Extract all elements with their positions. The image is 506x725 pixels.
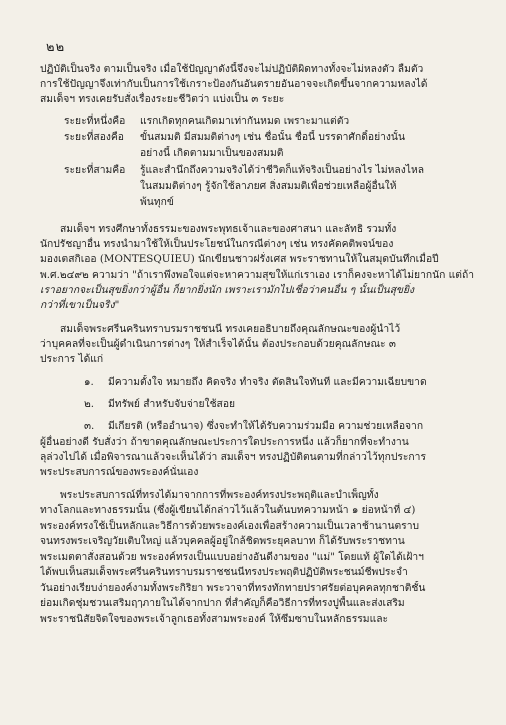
para4-line-3: พระประสบการณ์ของพระองค์นั่นเอง <box>40 466 199 478</box>
item-1-text: มีความตั้งใจ หมายถึง คิดจริง ทำจริง ตัดสินใจทันที และมีความเฉียบขาด <box>108 376 427 388</box>
era-2-line-1: ขั้นสมมติ มีสมมติต่างๆ เช่น ชื่อนั้น ชื่อนี้ บรรดาศักดิ์อย่างนั้น <box>140 131 405 143</box>
para5-line-7: วันอย่างเรียบง่ายองค์งามทั้งพระกิริยา พระวาจาที่ทรงทักทายปราศรัยต่อบุคคลทุกชาติชั้น <box>40 582 426 594</box>
era-3-line-2: ในสมมติต่างๆ รู้จักใช้ลาภยศ สิ่งสมมติเพื่อช่วยเหลือผู้อื่นให้ <box>140 180 397 192</box>
para2-line-4: พ.ศ.๒๔๙๒ ความว่า "ถ้าเราพึงพอใจแต่จะหาความสุขให้แก่เราเอง เราก็คงจะหาได้ไม่ยากนัก แต่ถ้า <box>40 269 474 281</box>
era-3-label: ระยะที่สามคือ <box>64 164 126 176</box>
era-3-line-3: พ้นทุกข์ <box>140 196 174 208</box>
era-2-line-2: อย่างนี้ เกิดตามมาเป็นของสมมติ <box>140 147 284 159</box>
para5-line-4: จนทรงพระเจริญวัยเติบใหญ่ แล้วบุคคลผู้อยู่ใกล้ชิดพระยุคลบาท ก็ได้รับพระราชทาน <box>40 535 405 547</box>
para2-line-1: สมเด็จฯ ทรงศึกษาทั้งธรรมะของพระพุทธเจ้าและของศาสนา และลัทธิ รวมทั้ง <box>60 223 397 235</box>
para4-line-2: ลุล่วงไปได้ เมื่อพิจารณาแล้วจะเห็นได้ว่า สมเด็จฯ ทรงปฏิบัติตนตามที่กล่าวไว้ทุกประการ <box>40 451 426 463</box>
para5-line-6: ได้พบเห็นสมเด็จพระศรีนครินทราบรมราชชนนีทรงประพฤติปฏิบัติพระชนม์ชีพประจำ <box>40 566 408 578</box>
item-1-number: ๑. <box>84 376 94 388</box>
era-3-line-1: รู้และสำนึกถึงความจริงได้ว่าชีวิตก็แท้จริงเป็นอย่างไร ไม่หลงไหล <box>140 164 425 176</box>
para5-line-2: ทางโลกและทางธรรมนั้น (ซึ่งผู้เขียนได้กล่าวไว้แล้วในต้นบทความหน้า ๑ ย่อหน้าที่ ๔) <box>40 504 416 516</box>
para5-line-5: พระเมตตาสั่งสอนด้วย พระองค์ทรงเป็นแบบอย่างอันดีงามของ "แม่" โดยแท้ ผู้ใดได้เฝ้าฯ <box>40 551 424 563</box>
para2-line-5: เราอยากจะเป็นสุขยิ่งกว่าผู้อื่น ก็ยากยิ่งนัก เพราะเรามักไปเชื่อว่าคนอื่น ๆ นั้นเป็นสุขยิ่ง <box>40 284 415 296</box>
para2-line-3: มองเตสกิเออ (MONTESQUIEU) นักเขียนชาวฝรั่งเศส พระราชทานให้ในสมุดบันทึกเมื่อปี <box>40 253 439 265</box>
item-2-text: มีทรัพย์ สำหรับจับจ่ายใช้สอย <box>108 398 236 410</box>
para1-line-2: การใช้ปัญญาจึงเท่ากับเป็นการใช้เกราะป้องกันอันตรายอันอาจจะเกิดขึ้นจากความหลงได้ <box>40 78 428 90</box>
para1-line-3: สมเด็จฯ ทรงเคยรับสั่งเรื่องระยะชีวิตว่า แบ่งเป็น ๓ ระยะ <box>40 93 285 105</box>
item-2-number: ๒. <box>84 398 95 410</box>
para1-line-1: ปฏิบัติเป็นจริง ตามเป็นจริง เมื่อใช้ปัญญาดังนี้จึงจะไม่ปฏิบัติผิดทางทั้งจะไม่หลงตัว ลืมตัว <box>40 63 424 75</box>
item-3-number: ๓. <box>84 420 95 432</box>
para4-line-1: ผู้อื่นอย่างดี รับสั่งว่า ถ้าขาดคุณลักษณะประการใดประการหนึ่ง แล้วก็ยากที่จะทำงาน <box>40 436 409 448</box>
para3-line-1: สมเด็จพระศรีนครินทราบรมราชชนนี ทรงเคยอธิบายถึงคุณลักษณะของผู้นำไว้ <box>60 323 401 335</box>
para5-line-8: ย่อมเกิดชุ่มชวนเสริมฤๅภายในได้จากปาก ที่สำคัญก็คือวิธีการที่ทรงปูพื้นและส่งเสริม <box>40 597 405 609</box>
para5-line-9: พระราชนิสัยจิตใจของพระเจ้าลูกเธอทั้งสามพระองค์ ให้ซึมซาบในหลักธรรมและ <box>40 613 389 625</box>
para5-line-1: พระประสบการณ์ที่ทรงได้มาจากการที่พระองค์ทรงประพฤติและบำเพ็ญทั้ง <box>60 489 379 501</box>
era-1-label: ระยะที่หนึ่งคือ <box>64 115 126 127</box>
para3-line-2: ว่าบุคคลที่จะเป็นผู้ดำเนินการต่างๆ ให้สำเร็จได้นั้น ต้องประกอบด้วยคุณลักษณะ ๓ <box>40 338 396 350</box>
era-2-label: ระยะที่สองคือ <box>64 131 124 143</box>
para5-line-3: พระองค์ทรงใช้เป็นหลักและวิธีการด้วยพระองค์เองเพื่อสร้างความเป็นเวลาช้านานตราบ <box>40 520 420 532</box>
para2-line-6: กว่าที่เขาเป็นจริง" <box>40 299 120 311</box>
page-number: ๒๒ <box>46 40 66 55</box>
para2-line-2: นักปรัชญาอื่น ทรงนำมาใช้ให้เป็นประโยชน์ในกรณีต่างๆ เช่น ทรงคัดคติพจน์ของ <box>40 238 394 250</box>
item-3-text: มีเกียรติ (หรืออำนาจ) ซึ่งจะทำให้ได้รับความร่วมมือ ความช่วยเหลือจาก <box>108 420 424 432</box>
era-1-line-1: แรกเกิดทุกคนเกิดมาเท่ากันหมด เพราะมาแต่ตัว <box>140 115 350 127</box>
para3-line-3: ประการ ได้แก่ <box>40 353 104 365</box>
